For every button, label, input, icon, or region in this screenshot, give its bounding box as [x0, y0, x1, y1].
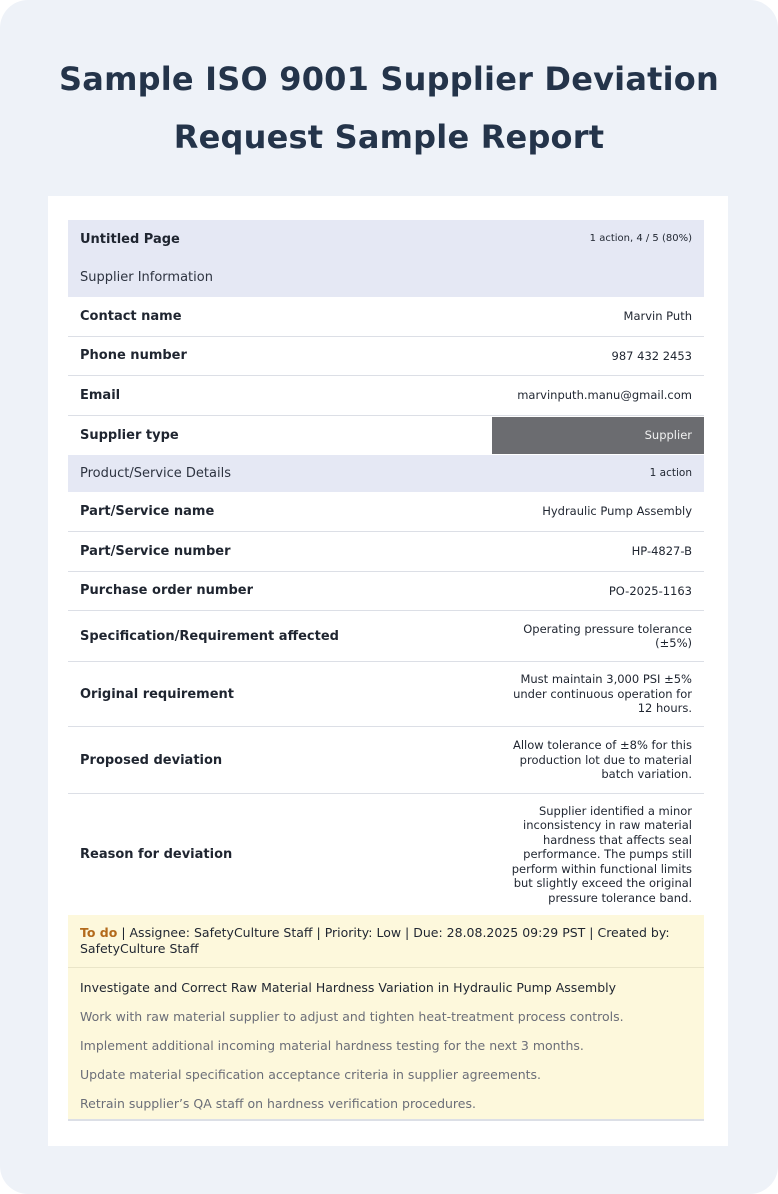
field-label: Specification/Requirement affected	[80, 628, 339, 644]
field-part-service-number	[68, 532, 704, 572]
field-value: Hydraulic Pump Assembly	[542, 504, 692, 519]
divider	[68, 967, 704, 968]
action-card[interactable]	[68, 915, 704, 1121]
field-supplier-type	[68, 416, 704, 456]
report-sheet	[48, 196, 728, 1146]
action-title: Investigate and Correct Raw Material Hardness Variation in Hydraulic Pump Assembly	[80, 980, 616, 995]
action-step: Work with raw material supplier to adjust and tighten heat-treatment process controls.	[80, 1009, 624, 1024]
supplier-type-badge: Supplier	[492, 417, 704, 455]
action-step: Retrain supplier’s QA staff on hardness verification procedures.	[80, 1096, 476, 1111]
field-label: Proposed deviation	[80, 752, 223, 768]
field-value: Marvin Puth	[623, 309, 692, 323]
page-header-row	[68, 220, 704, 258]
field-label: Original requirement	[80, 686, 234, 702]
field-value: Operating pressure tolerance (±5%)	[523, 621, 692, 650]
action-step: Implement additional incoming material hardness testing for the next 3 months.	[80, 1038, 584, 1053]
action-status: To do	[80, 925, 118, 940]
field-specification-affected	[68, 611, 704, 662]
field-label: Supplier type	[80, 427, 179, 443]
field-label: Reason for deviation	[80, 847, 233, 862]
field-contact-name	[68, 297, 704, 337]
field-value: Supplier identified a minor inconsistency in raw material hardness that affects seal performance. The pumps still perform within functional limits but slightly exceed the original pressure tolerance band.	[511, 803, 692, 905]
field-value: 987 432 2453	[611, 348, 692, 363]
action-step: Update material specification acceptance criteria in supplier agreements.	[80, 1067, 542, 1082]
field-value: HP-4827-B	[631, 544, 692, 558]
field-reason-for-deviation	[68, 794, 704, 915]
section-summary: 1 action	[649, 467, 692, 480]
field-value: Allow tolerance of ±8% for this production lot due to material batch variation.	[512, 738, 692, 782]
field-phone-number	[68, 337, 704, 377]
field-value: marvinputh.manu@gmail.com	[517, 388, 692, 402]
section-label: Product/Service Details	[80, 466, 231, 481]
report	[68, 220, 704, 1121]
page-header-summary: 1 action, 4 / 5 (80%)	[589, 232, 692, 244]
section-product-service-details	[68, 455, 704, 492]
field-part-service-name	[68, 492, 704, 532]
field-value: Must maintain 3,000 PSI ±5% under continuous operation for 12 hours.	[513, 672, 692, 716]
field-label: Phone number	[80, 348, 187, 364]
field-label: Part/Service number	[80, 543, 231, 559]
page-header-label: Untitled Page	[80, 231, 180, 247]
field-original-requirement	[68, 662, 704, 727]
action-meta	[80, 925, 692, 957]
page-title: Sample ISO 9001 Supplier Deviation Request Sample Report	[59, 60, 719, 156]
field-proposed-deviation	[68, 727, 704, 794]
field-label: Email	[80, 387, 121, 403]
field-email	[68, 376, 704, 416]
field-purchase-order-number	[68, 572, 704, 612]
field-value: PO-2025-1163	[608, 583, 692, 598]
section-label: Supplier Information	[80, 270, 213, 285]
field-label: Contact name	[80, 308, 182, 324]
field-label: Purchase order number	[80, 583, 253, 599]
section-supplier-information	[68, 258, 704, 297]
field-label: Part/Service name	[80, 504, 215, 519]
action-details: | Assignee: SafetyCulture Staff | Priority: Low | Due: 28.08.2025 09:29 PST | Created by: SafetyCulture Staff	[80, 925, 670, 956]
